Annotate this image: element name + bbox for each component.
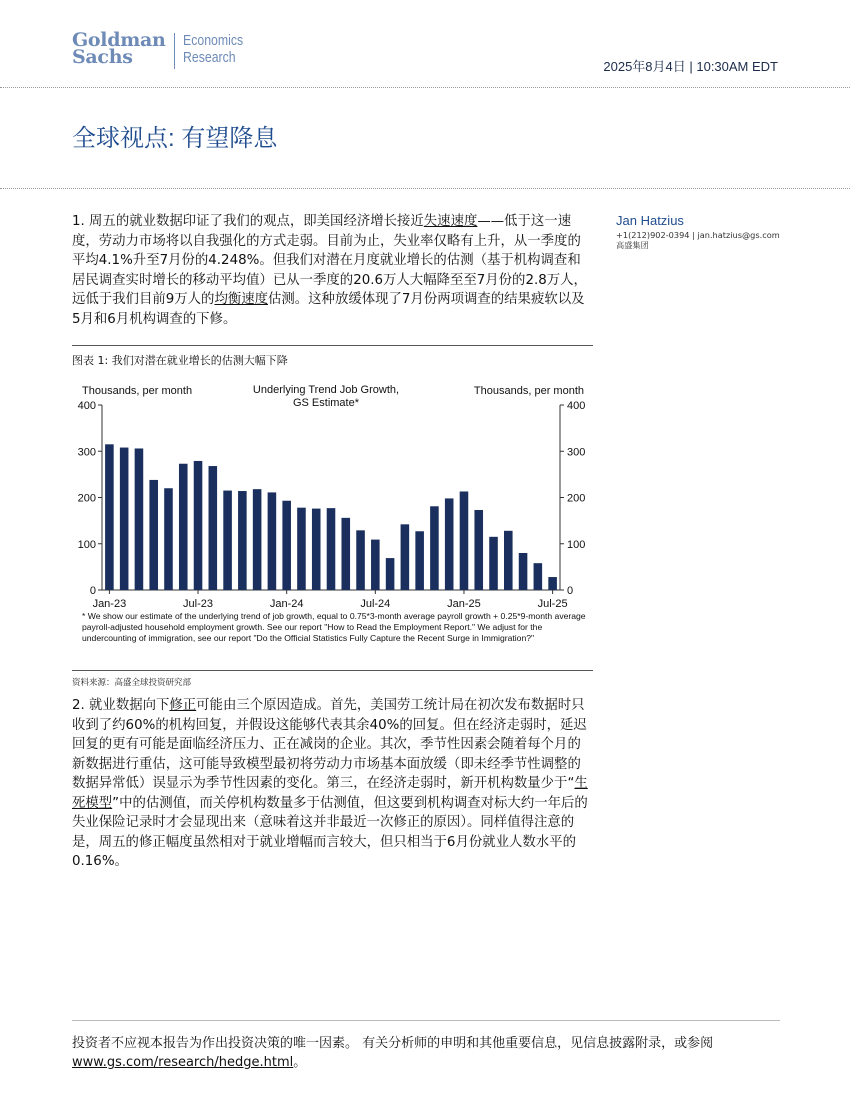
footer-divider: [72, 1020, 780, 1021]
disclaimer-text: 投资者不应视本报告为作出投资决策的唯一因素。 有关分析师的申明和其他重要信息，见信息披露附录，或参阅: [72, 1036, 714, 1051]
bar-Jan-25: [460, 491, 469, 590]
bar-Sep-23: [223, 491, 232, 590]
revision-link[interactable]: 修正: [169, 698, 197, 713]
paragraph-2-text-a: 2. 就业数据向下: [72, 698, 170, 713]
bar-Mar-25: [489, 537, 498, 590]
chart-footnote: * We show our estimate of the underlying trend of job growth, equal to 0.75*3-month average payroll growth + 0.25*9-month average payroll-adjusted household employment growth. See our report "How to Read the Employment Report." We adjust for the undercounting of immigration, see our report "Do the Official Statistics Fully Capture the Recent Surge in Immigration?": [82, 611, 586, 643]
bar-Mar-23: [135, 448, 144, 590]
x-tick-label: Jan-24: [269, 598, 304, 608]
exhibit-bottom-rule: [72, 670, 593, 671]
disclosure-link[interactable]: www.gs.com/research/hedge.html: [72, 1055, 294, 1070]
bar-Apr-24: [327, 508, 336, 590]
bar-Mar-24: [312, 509, 321, 590]
chart-title-line: GS Estimate*: [292, 397, 360, 409]
paragraph-1-text-a: 1. 周五的就业数据印证了我们的观点，即美国经济增长接近: [72, 214, 424, 229]
author-block: [616, 213, 780, 251]
x-tick-label: Jan-23: [92, 598, 127, 608]
author-name[interactable]: Jan Hatzius: [616, 213, 684, 228]
bar-Jun-24: [356, 530, 365, 590]
logo-wordmark: [72, 29, 166, 68]
paragraph-2-text-b: 可能由三个原因造成。首先，美国劳工统计局在初次发布数据时只收到了约60%的机构回复，并假设这能够代表其余40%的回复。但在经济走弱时，延迟回复的更有可能是面临经济压力、正在减岗的企业。其次，季节性因素会随着每个月的新数据进行重估，这可能导致模型最初将劳动力市场基本面放缓（即未经季节性调整的数据异常低）误显示为季节性因素的变化。第三，在经济走弱时，新开机构数量少于“: [72, 698, 587, 791]
logo-dept-line-2: Research: [182, 49, 236, 66]
bar-Jul-23: [194, 461, 203, 590]
logo-line-2: Sachs: [72, 46, 133, 68]
stall-speed-link[interactable]: 失速速度: [423, 214, 478, 229]
bar-Oct-23: [238, 491, 247, 590]
x-tick-label: Jan-25: [447, 598, 481, 608]
y-axis-label-right: Thousands, per month: [473, 385, 584, 397]
y-tick-label-right: 100: [567, 538, 586, 551]
exhibit-source: 资料来源：高盛全球投资研究部: [72, 678, 192, 688]
author-firm: 高盛集团: [616, 240, 649, 250]
bar-Jan-23: [105, 444, 114, 590]
x-tick-label: Jul-25: [537, 598, 568, 608]
y-tick-label-left: 400: [77, 400, 96, 412]
bar-Apr-23: [149, 480, 158, 590]
bar-Oct-24: [415, 531, 424, 590]
y-tick-label-right: 300: [567, 446, 586, 459]
y-tick-label-left: 0: [89, 585, 96, 597]
x-tick-label: Jul-24: [360, 598, 391, 608]
y-tick-label-left: 100: [77, 538, 96, 551]
logo-dept-line-1: Economics: [182, 32, 243, 49]
birth-death-model-link[interactable]: 生死模型: [72, 776, 588, 811]
bar-May-23: [164, 488, 173, 590]
y-axis-label-left: Thousands, per month: [82, 385, 193, 397]
bar-Jan-24: [282, 501, 291, 590]
header-divider: [0, 87, 850, 88]
paragraph-1: [72, 212, 592, 329]
bar-Feb-23: [120, 448, 129, 590]
bar-Aug-23: [209, 466, 218, 590]
author-contact: +1(212)902-0394 | jan.hatzius@gs.com: [616, 230, 780, 240]
y-tick-label-left: 300: [77, 446, 96, 459]
exhibit-top-rule: [72, 345, 593, 346]
paragraph-1-text-c: 估测。这种放缓体现了7月份两项调查的结果疲软以及5月和6月机构调查的下修。: [72, 292, 585, 327]
y-tick-label-right: 0: [567, 585, 574, 597]
exhibit-title: 图表 1: 我们对潜在就业增长的估测大幅下降: [72, 354, 288, 367]
bar-Nov-23: [253, 489, 262, 590]
y-tick-label-right: 200: [567, 492, 586, 505]
bar-Jun-23: [179, 464, 188, 590]
disclaimer-end: 。: [293, 1055, 307, 1070]
y-tick-label-right: 400: [567, 400, 586, 412]
bar-Aug-24: [386, 558, 395, 590]
bar-Apr-25: [504, 531, 513, 590]
paragraph-2: [72, 696, 592, 872]
bar-Jun-25: [534, 563, 543, 590]
bar-Feb-24: [297, 508, 306, 590]
x-tick-label: Jul-23: [183, 598, 214, 608]
chart-title-line: Underlying Trend Job Growth,: [252, 384, 400, 396]
footer-disclaimer: [72, 1034, 772, 1072]
goldman-sachs-logo: [72, 29, 256, 72]
bar-Dec-24: [445, 498, 454, 590]
bar-May-25: [519, 553, 528, 590]
bar-Feb-25: [474, 510, 483, 590]
bar-Dec-23: [268, 492, 277, 590]
chart-canvas: [72, 378, 593, 608]
bar-Nov-24: [430, 506, 439, 590]
paragraph-1-text-b: ——低于这一速度，劳动力市场将以自我强化的方式走弱。目前为止，失业率仅略有上升，从一季度的平均4.1%升至7月份的4.248%。但我们对潜在月度就业增长的估测（基于机构调查和居民调查实时增长的移动平均值）已从一季度的20.6万人大幅降至至7月份的2.8万人，远低于我们目前9万人的: [72, 214, 587, 307]
report-date: 2025年8月4日 | 10:30AM EDT: [603, 59, 778, 74]
job-growth-chart: [72, 378, 593, 660]
logo-line-1: Goldman: [72, 29, 166, 51]
bar-May-24: [341, 518, 350, 590]
y-tick-label-left: 200: [77, 492, 96, 505]
title-divider: [0, 188, 850, 189]
bar-Jul-25: [548, 577, 557, 590]
paragraph-2-text-c: ”中的估测值，而关停机构数量多于估测值，但这要到机构调查对标大约一年后的失业保险记录时才会显现出来（意味着这并非最近一次修正的原因）。同样值得注意的是，周五的修正幅度虽然相对于就业增幅而言较大，但只相当于6月份就业人数水平的0.16%。: [72, 795, 588, 869]
page-title: 全球视点: 有望降息: [72, 125, 278, 152]
logo-divider: [174, 33, 175, 69]
breakeven-pace-link[interactable]: 均衡速度: [214, 292, 268, 307]
bar-Jul-24: [371, 540, 380, 590]
bar-Sep-24: [401, 524, 410, 590]
logo-department: [183, 32, 243, 66]
